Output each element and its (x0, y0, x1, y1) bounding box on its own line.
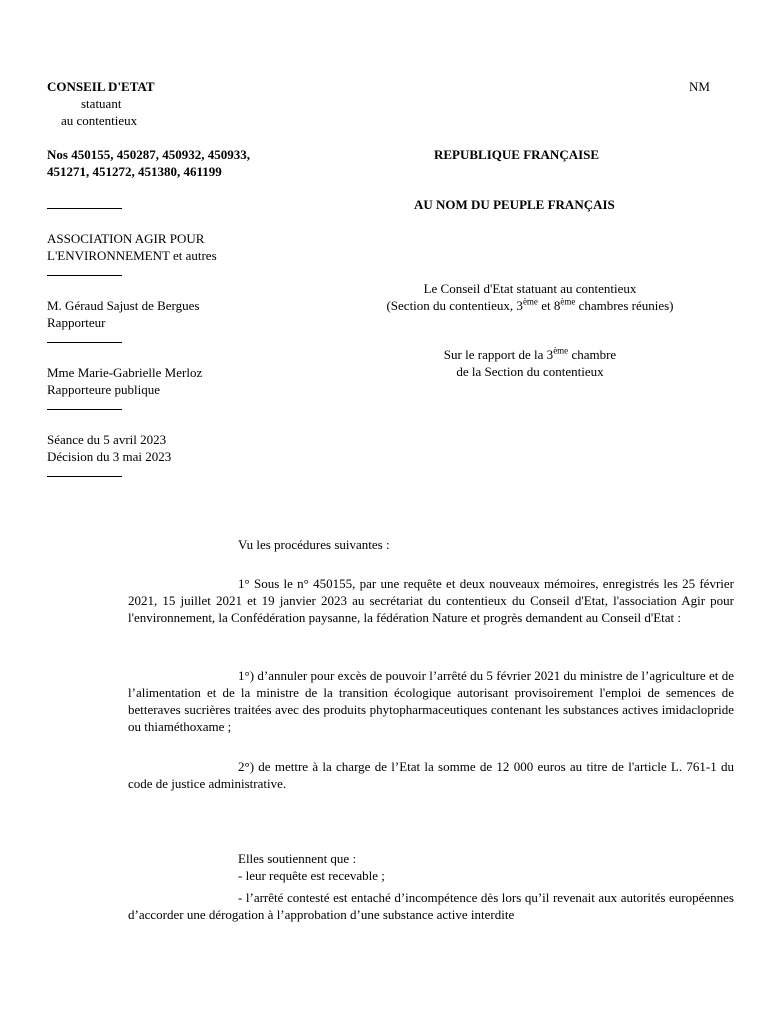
arguments-intro: Elles soutiennent que : (238, 851, 357, 866)
public-rapporteur-role: Rapporteure publique (47, 382, 160, 397)
report-line2: de la Section du contentieux (456, 364, 604, 379)
formation-line2: (Section du contentieux, 3ème et 8ème chambres réunies) (386, 296, 674, 313)
decision-date: Décision du 3 mai 2023 (47, 449, 172, 464)
paragraph-annulment: 1°) d’annuler pour excès de pouvoir l’arrêté du 5 février 2021 du ministre de l’agriculture et de l’alimentation et de la ministre de la transition écologique autorisant provisoirement l'emploi de semences de betteraves sucrières traitées avec des produits phytopharmaceutiques contenant les substances actives imidaclopride ou thiaméthoxame ; (128, 668, 734, 734)
court-name: CONSEIL D'ETAT (47, 79, 155, 94)
divider (47, 342, 122, 343)
divider (47, 275, 122, 276)
case-numbers-line2: 451271, 451272, 451380, 461199 (47, 164, 222, 179)
procedures-intro: Vu les procédures suivantes : (238, 537, 390, 552)
argument-admissible: - leur requête est recevable ; (238, 868, 385, 883)
people-heading: AU NOM DU PEUPLE FRANÇAIS (414, 197, 615, 212)
public-rapporteur-name: Mme Marie-Gabrielle Merloz (47, 365, 203, 380)
rapporteur-role: Rapporteur (47, 315, 106, 330)
divider (47, 409, 122, 410)
formation-line1: Le Conseil d'Etat statuant au contentieux (423, 281, 637, 296)
report-line1: Sur le rapport de la 3ème chambre (443, 345, 617, 362)
divider (47, 476, 122, 477)
argument-incompetence: - l’arrêté contesté est entaché d’incompétence dès lors qu’il revenait aux autorités européennes d’accorder une dérogation à l’approbation d’une substance active interdite (128, 890, 734, 922)
divider (47, 208, 122, 209)
plaintiff-line1: ASSOCIATION AGIR POUR (47, 231, 205, 246)
clerk-initials: NM (689, 79, 710, 94)
republic-heading: REPUBLIQUE FRANÇAISE (434, 147, 600, 162)
court-statuant: statuant (81, 96, 122, 111)
plaintiff-line2: L'ENVIRONNEMENT et autres (47, 248, 217, 263)
hearing-date: Séance du 5 avril 2023 (47, 432, 167, 447)
rapporteur-name: M. Géraud Sajust de Bergues (47, 298, 200, 313)
case-numbers-line1: Nos 450155, 450287, 450932, 450933, (47, 147, 250, 162)
court-contentieux: au contentieux (61, 113, 138, 128)
paragraph-costs: 2°) de mettre à la charge de l’Etat la somme de 12 000 euros au titre de l'article L. 761-1 du code de justice administrative. (128, 759, 734, 791)
paragraph-request: 1° Sous le n° 450155, par une requête et deux nouveaux mémoires, enregistrés les 25 février 2021, 15 juillet 2021 et 19 janvier 2023 au secrétariat du contentieux du Conseil d'Etat, l'association Agir pour l'environnement, la Confédération paysanne, la fédération Nature et progrès demandent au Conseil d'Etat : (128, 576, 734, 625)
